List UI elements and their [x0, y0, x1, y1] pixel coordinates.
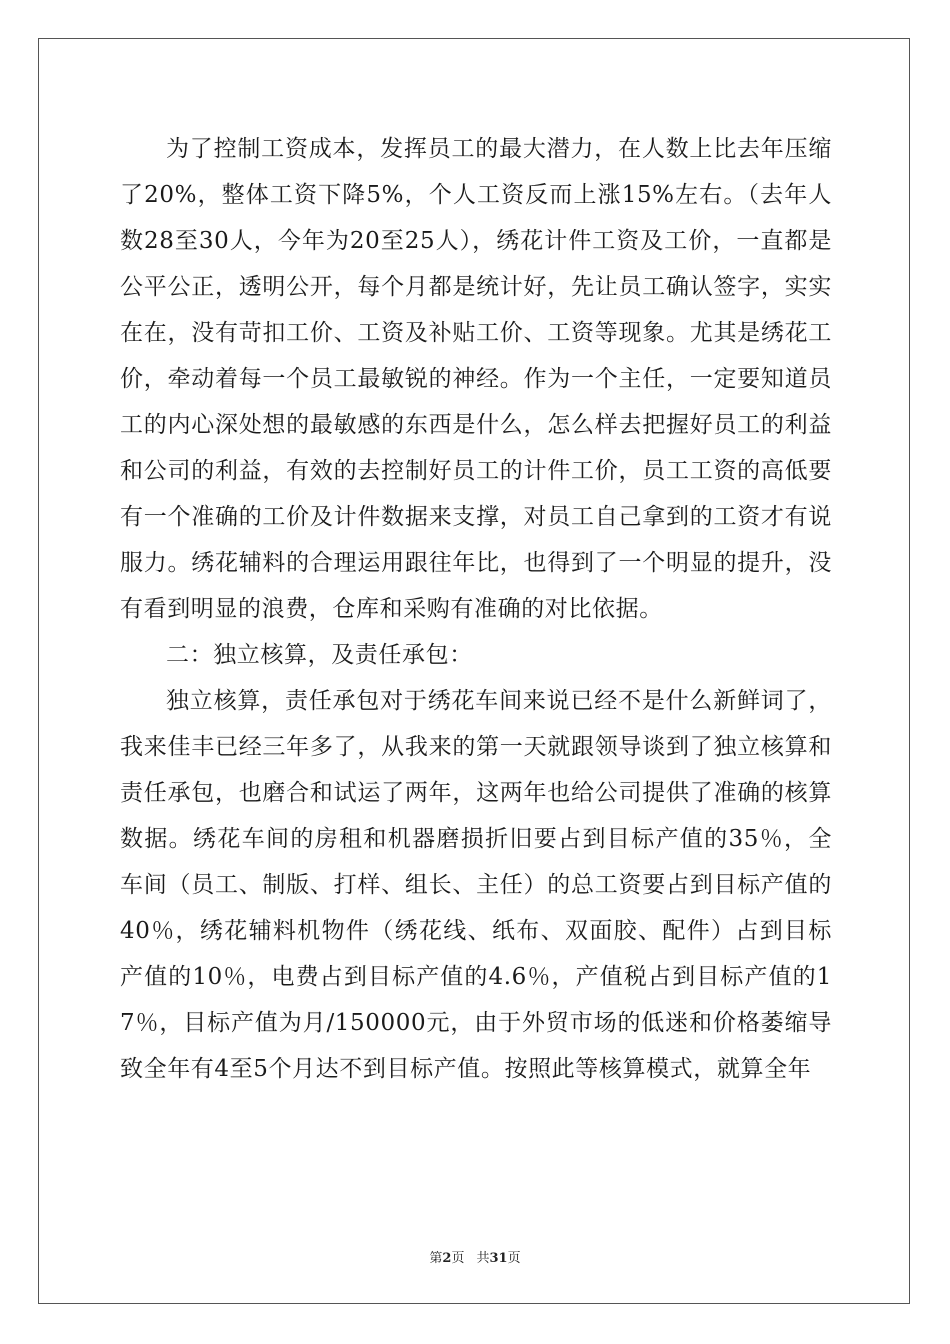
total-label-suffix: 页 — [507, 1251, 521, 1266]
current-page-number: 2 — [442, 1251, 452, 1266]
paragraph-wages: 为了控制工资成本，发挥员工的最大潜力，在人数上比去年压缩了20%，整体工资下降5%，个人工资反而上涨15%左右。（去年人数28至30人，今年为20至25人），绣花计件工资及工价，一直都是公平公正，透明公开，每个月都是统计好，先让员工确认签字，实实在在，没有苛扣工价、工资及补贴工价、工资等现象。尤其是绣花工价，牵动着每一个员工最敏锐的神经。作为一个主任，一定要知道员工的内心深处想的最敏感的东西是什么，怎么样去把握好员工的利益和公司的利益，有效的去控制好员工的计件工价，员工工资的高低要有一个准确的工价及计件数据来支撑，对员工自己拿到的工资才有说服力。绣花辅料的合理运用跟往年比，也得到了一个明显的提升，没有看到明显的浪费，仓库和采购有准确的对比依据。 — [120, 136, 832, 622]
total-label-prefix: 共 — [476, 1251, 490, 1266]
paragraph-independent-accounting: 独立核算，责任承包对于绣花车间来说已经不是什么新鲜词了，我来佳丰已经三年多了，从我来的第一天就跟领导谈到了独立核算和责任承包，也磨合和试运了两年，这两年也给公司提供了准确的核算数据。绣花车间的房租和机器磨损折旧要占到目标产值的35％，全车间（员工、制版、打样、组长、主任）的总工资要占到目标产值的40％，绣花辅料机物件（绣花线、纸布、双面胶、配件）占到目标产值的10％，电费占到目标产值的4.6％，产值税占到目标产值的17％，目标产值为月/150000元，由于外贸市场的低迷和价格萎缩导致全年有4至5个月达不到目标产值。按照此等核算模式，就算全年 — [120, 688, 832, 1082]
page-label-suffix: 页 — [451, 1251, 465, 1266]
total-pages-number: 31 — [489, 1251, 508, 1266]
page-label-prefix: 第 — [429, 1251, 443, 1266]
page-footer — [0, 1247, 950, 1266]
section-heading-independent-accounting: 二：独立核算，及责任承包： — [166, 642, 473, 668]
document-body — [120, 126, 832, 1092]
